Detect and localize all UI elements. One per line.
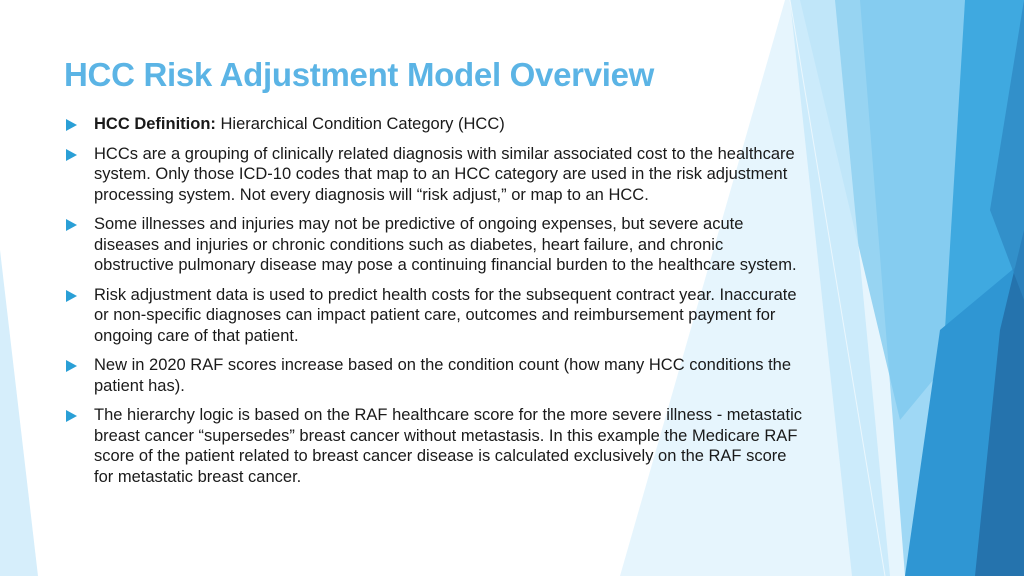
bullet-text: Some illnesses and injuries may not be predictive of ongoing expenses, but severe acute diseases and injuries or chronic conditions such as diabetes, heart failure, and chronic obstructive pulmonary disease may pose a continuing financial burden to the healthcare system. [94, 215, 797, 274]
bullet-text: Hierarchical Condition Category (HCC) [215, 115, 505, 133]
bullet-text: HCCs are a grouping of clinically related diagnosis with similar associated cost to the healthcare system. Only those ICD-10 codes that map to an HCC category are used in the risk adjustment processing system. Not every diagnosis will “risk adjust,” or map to an HCC. [94, 144, 795, 204]
bullet-arrow-icon [66, 410, 77, 422]
bullet-term: HCC Definition: [94, 115, 216, 133]
bullet-risk-data [64, 285, 804, 347]
bullet-arrow-icon [66, 119, 77, 131]
left-edge-shape [0, 250, 38, 576]
bullet-text: Risk adjustment data is used to predict health costs for the subsequent contract year. Inaccurate or non-specific diagnoses can impact patient care, outcomes and reimbursement payment for ongoing care of that patient. [94, 285, 797, 345]
bullet-illnesses [64, 214, 804, 276]
bullet-hcc-grouping [64, 144, 804, 206]
bullet-text: New in 2020 RAF scores increase based on the condition count (how many HCC conditions the patient has). [94, 356, 792, 395]
bullet-new-2020 [64, 355, 804, 396]
bullet-arrow-icon [66, 149, 77, 161]
bullet-text: The hierarchy logic is based on the RAF healthcare score for the more severe illness - metastatic breast cancer “supersedes” breast cancer without metastasis. In this example the Medicare RAF score of the patient related to breast cancer disease is calculated exclusively on the RAF score for metastatic breast cancer. [94, 406, 802, 486]
bullet-hcc-definition [64, 114, 804, 135]
bullet-arrow-icon [66, 219, 77, 231]
bullet-hierarchy-logic [64, 405, 804, 487]
bullet-arrow-icon [66, 290, 77, 302]
bullet-list [64, 114, 804, 496]
slide-title: HCC Risk Adjustment Model Overview [64, 56, 655, 93]
bullet-arrow-icon [66, 360, 77, 372]
